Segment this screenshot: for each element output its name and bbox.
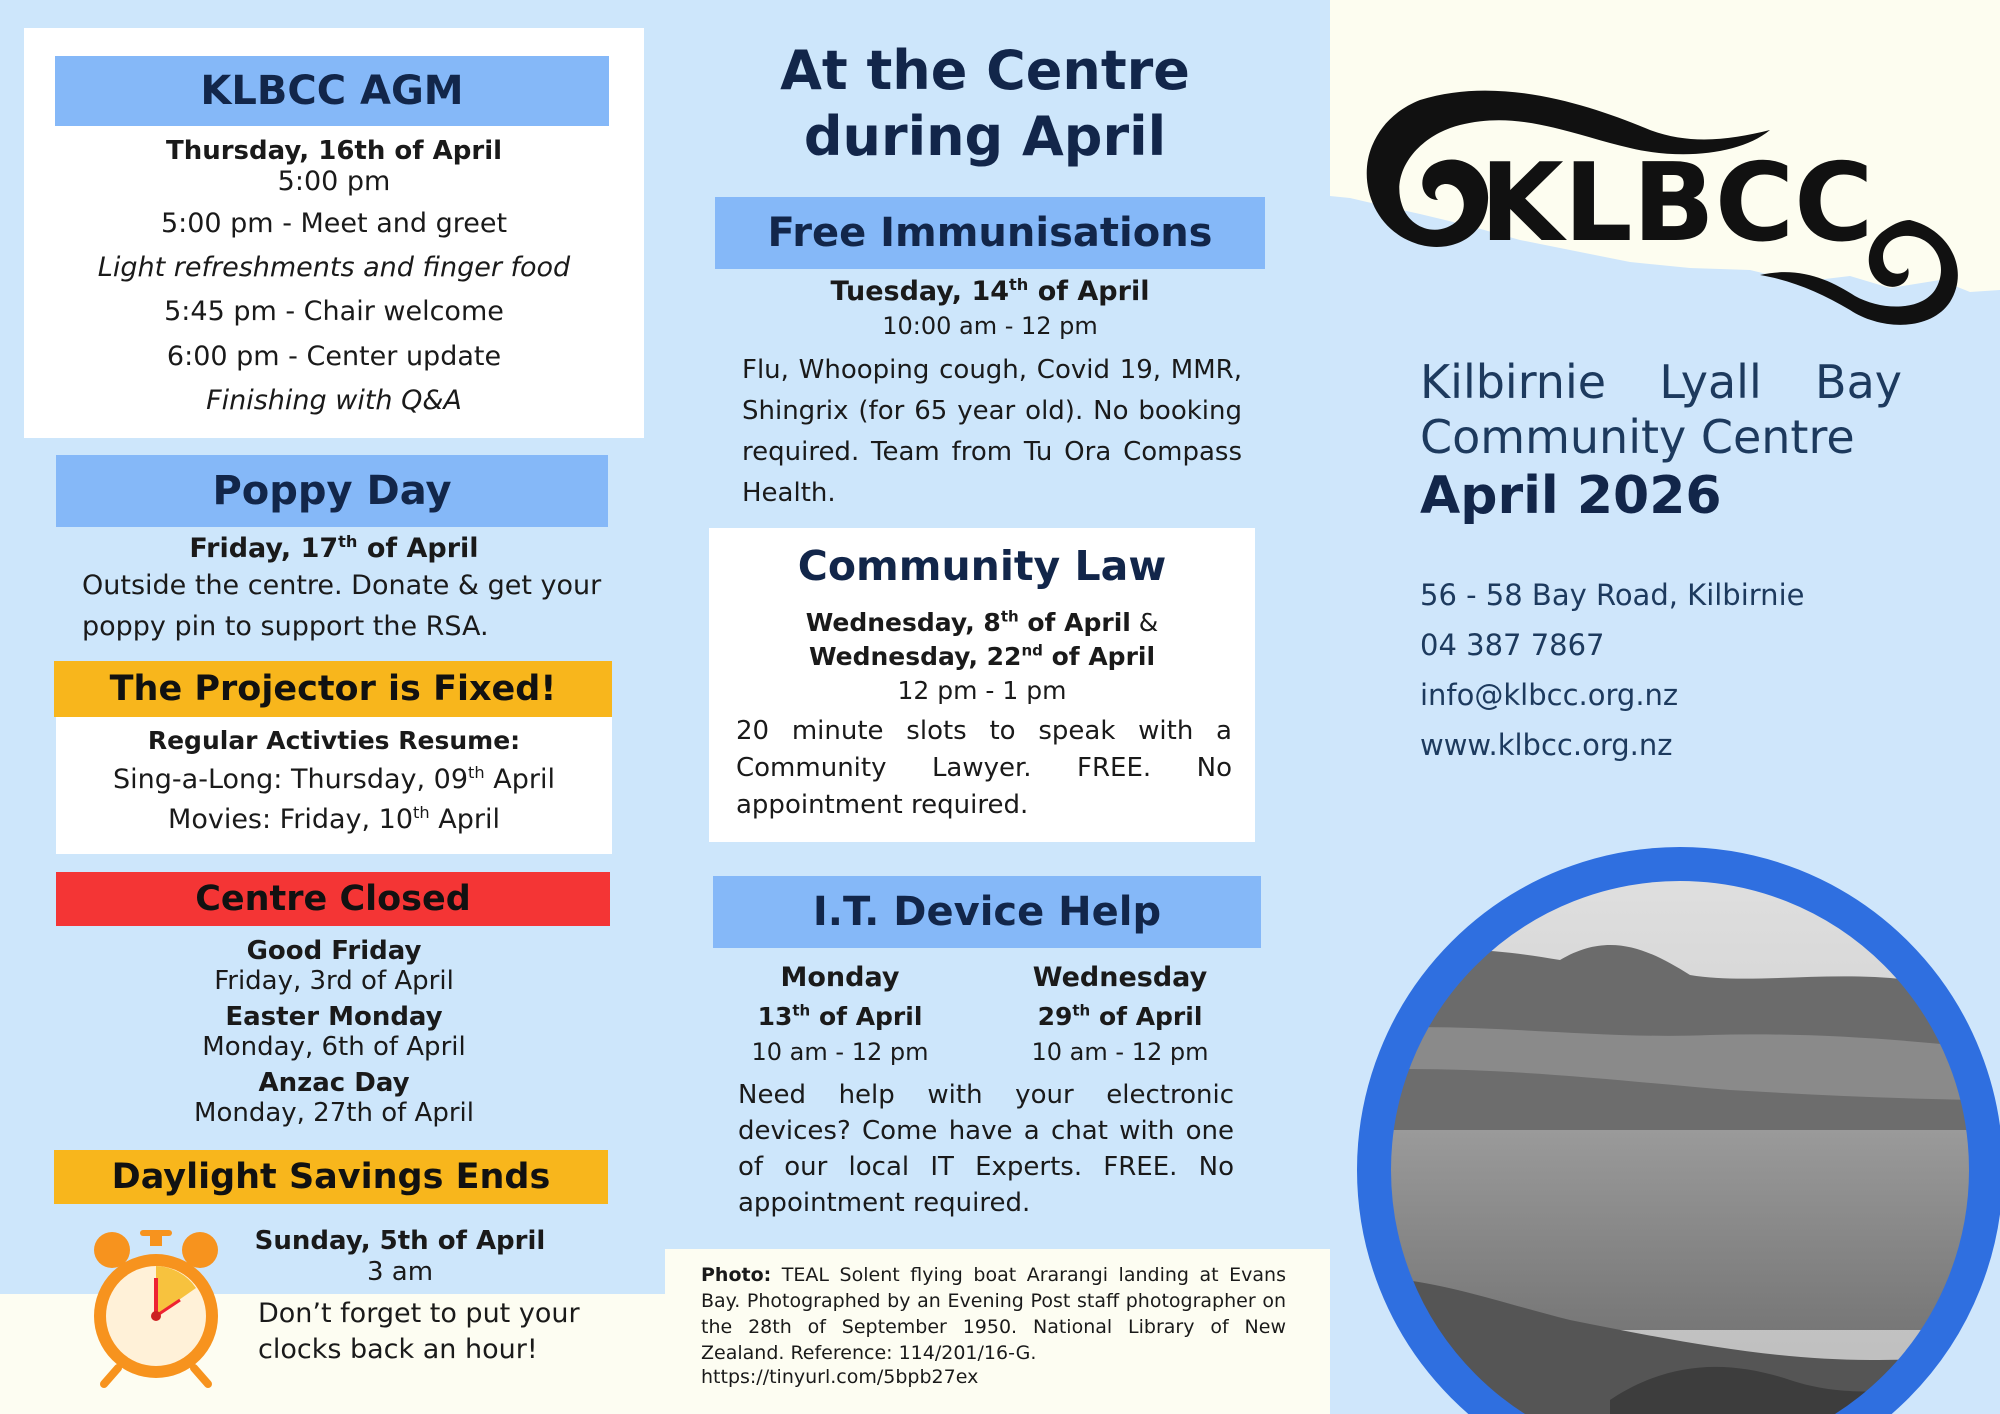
it-time: 10 am - 12 pm [751, 1038, 929, 1066]
centre-heading-line: At the Centre [780, 39, 1190, 102]
photo-caption-text: TEAL Solent flying boat Ararangi landing at Evans Bay. Photographed by an Evening Post staff photographer on the 28th of September 1950. National Library of New Zealand. Reference: 114/201/16-G. [701, 1264, 1286, 1364]
projector-line-sup: th [413, 803, 430, 822]
it-date-sup: th [1072, 1001, 1091, 1020]
poppy-date [24, 533, 644, 564]
immun-desc: Flu, Whooping cough, Covid 19, MMR, Shingrix (for 65 year old). No booking required. Team from Tu Ora Compass Health. [742, 355, 1242, 508]
org-name-line-1 [1420, 355, 1902, 409]
closed-day-date: Monday, 6th of April [202, 1032, 466, 1062]
law-date-sup: nd [1021, 641, 1043, 660]
agm-item: Light refreshments and finger food [97, 252, 571, 283]
projector-title: The Projector is Fixed! [54, 661, 612, 717]
agm-item: 6:00 pm - Center update [166, 341, 502, 372]
alarm-clock-icon [88, 1228, 224, 1388]
poppy-date-sup: th [338, 532, 358, 551]
poppy-desc-2: poppy pin to support the RSA. [82, 611, 489, 642]
closed-day-date: Friday, 3rd of April [214, 966, 454, 996]
it-date-text: of April [810, 1002, 923, 1031]
photo-url[interactable]: https://tinyurl.com/5bpb27ex [701, 1366, 979, 1388]
closed-day-name: Good Friday [246, 936, 422, 966]
middle-panel [665, 0, 1330, 1414]
closed-day-name: Anzac Day [258, 1068, 410, 1098]
phone-text[interactable]: 04 387 7867 [1420, 628, 1605, 662]
projector-line-text: April [429, 804, 500, 835]
law-date-sup: th [1000, 607, 1019, 626]
law-date-2 [709, 642, 1255, 671]
photo-caption [701, 1262, 1286, 1366]
daylight-note-1: Don’t forget to put your [258, 1298, 580, 1329]
projector-line-text: Movies: Friday, 10 [168, 804, 414, 835]
it-date-text: 29 [1037, 1002, 1073, 1031]
immun-title: Free Immunisations [715, 197, 1265, 269]
law-card [709, 528, 1255, 842]
projector-line-2 [56, 804, 612, 835]
immun-date-text: Tuesday, 14 [830, 276, 1010, 307]
it-date-text: of April [1090, 1002, 1203, 1031]
photo-caption-label: Photo: [701, 1264, 772, 1286]
org-name-word: Lyall [1659, 355, 1762, 409]
centre-heading-line: during April [803, 105, 1167, 168]
agm-item: 5:00 pm - Meet and greet [160, 208, 508, 239]
law-desc: 20 minute slots to speak with a Community Lawyer. FREE. No appointment required. [736, 716, 1232, 820]
immun-date [665, 276, 1315, 307]
it-desc: Need help with your electronic devices? Come have a chat with one of our local IT Experts. FREE. No appointment required. [738, 1080, 1234, 1218]
projector-line-sup: th [468, 763, 485, 782]
daylight-time: 3 am [366, 1257, 434, 1287]
it-date-sup: th [792, 1001, 811, 1020]
daylight-title: Daylight Savings Ends [54, 1150, 608, 1204]
historic-photo-image [1350, 800, 2000, 1414]
website-link[interactable]: www.klbcc.org.nz [1420, 728, 1673, 762]
law-title: Community Law [797, 542, 1167, 590]
closed-day-name: Easter Monday [225, 1002, 443, 1032]
poppy-date-text: Friday, 17 [189, 533, 339, 564]
projector-card [56, 664, 612, 854]
logo-lettering: KLBCC [1480, 141, 1874, 266]
law-time: 12 pm - 1 pm [897, 676, 1067, 705]
centre-heading [665, 38, 1305, 170]
projector-line-1 [56, 764, 612, 795]
address-text: 56 - 58 Bay Road, Kilbirnie [1420, 578, 1805, 612]
projector-sub: Regular Activties Resume: [147, 726, 521, 755]
poppy-date-text: of April [357, 533, 479, 564]
it-col-monday [715, 962, 965, 1066]
org-name-word: Bay [1815, 355, 1902, 409]
it-title: I.T. Device Help [713, 876, 1261, 948]
closed-title: Centre Closed [56, 872, 610, 926]
immun-date-text: of April [1028, 276, 1150, 307]
it-day: Wednesday [1032, 962, 1208, 993]
agm-card [24, 28, 644, 438]
it-date-text: 13 [757, 1002, 793, 1031]
klbcc-logo-icon [1350, 70, 1980, 330]
it-day: Monday [780, 962, 900, 993]
org-name-word: Kilbirnie [1420, 355, 1607, 409]
poppy-desc-1: Outside the centre. Donate & get your [82, 570, 602, 601]
projector-line-text: April [484, 764, 555, 795]
daylight-note-2: clocks back an hour! [258, 1334, 538, 1365]
closed-day-date: Monday, 27th of April [194, 1098, 474, 1128]
org-name-line-2: Community Centre [1420, 410, 1855, 464]
left-panel [0, 0, 665, 1414]
closed-list [24, 936, 644, 1134]
it-date [995, 1002, 1245, 1038]
projector-line-text: Sing-a-Long: Thursday, 09 [113, 764, 469, 795]
agm-item: Finishing with Q&A [206, 385, 462, 416]
email-link[interactable]: info@klbcc.org.nz [1420, 678, 1679, 712]
law-date-text: Wednesday, 8 [805, 608, 1001, 637]
it-date [715, 1002, 965, 1038]
immun-time: 10:00 am - 12 pm [882, 312, 1098, 340]
law-date-1 [709, 608, 1255, 637]
law-date-text: of April [1042, 642, 1156, 671]
immun-date-sup: th [1009, 275, 1029, 294]
agm-date: Thursday, 16th of April [165, 136, 503, 166]
law-date-text: of April [1018, 608, 1131, 637]
right-panel [1330, 0, 2000, 1414]
poppy-title: Poppy Day [56, 455, 608, 527]
agm-title: KLBCC AGM [55, 56, 609, 126]
it-time: 10 am - 12 pm [1031, 1038, 1209, 1066]
agm-item: 5:45 pm - Chair welcome [164, 296, 504, 327]
edition-month: April 2026 [1420, 466, 1722, 526]
law-date-amp: & [1130, 608, 1159, 637]
daylight-date: Sunday, 5th of April [254, 1226, 546, 1256]
law-date-text: Wednesday, 22 [808, 642, 1022, 671]
it-col-wednesday [995, 962, 1245, 1066]
agm-time: 5:00 pm [277, 166, 391, 197]
